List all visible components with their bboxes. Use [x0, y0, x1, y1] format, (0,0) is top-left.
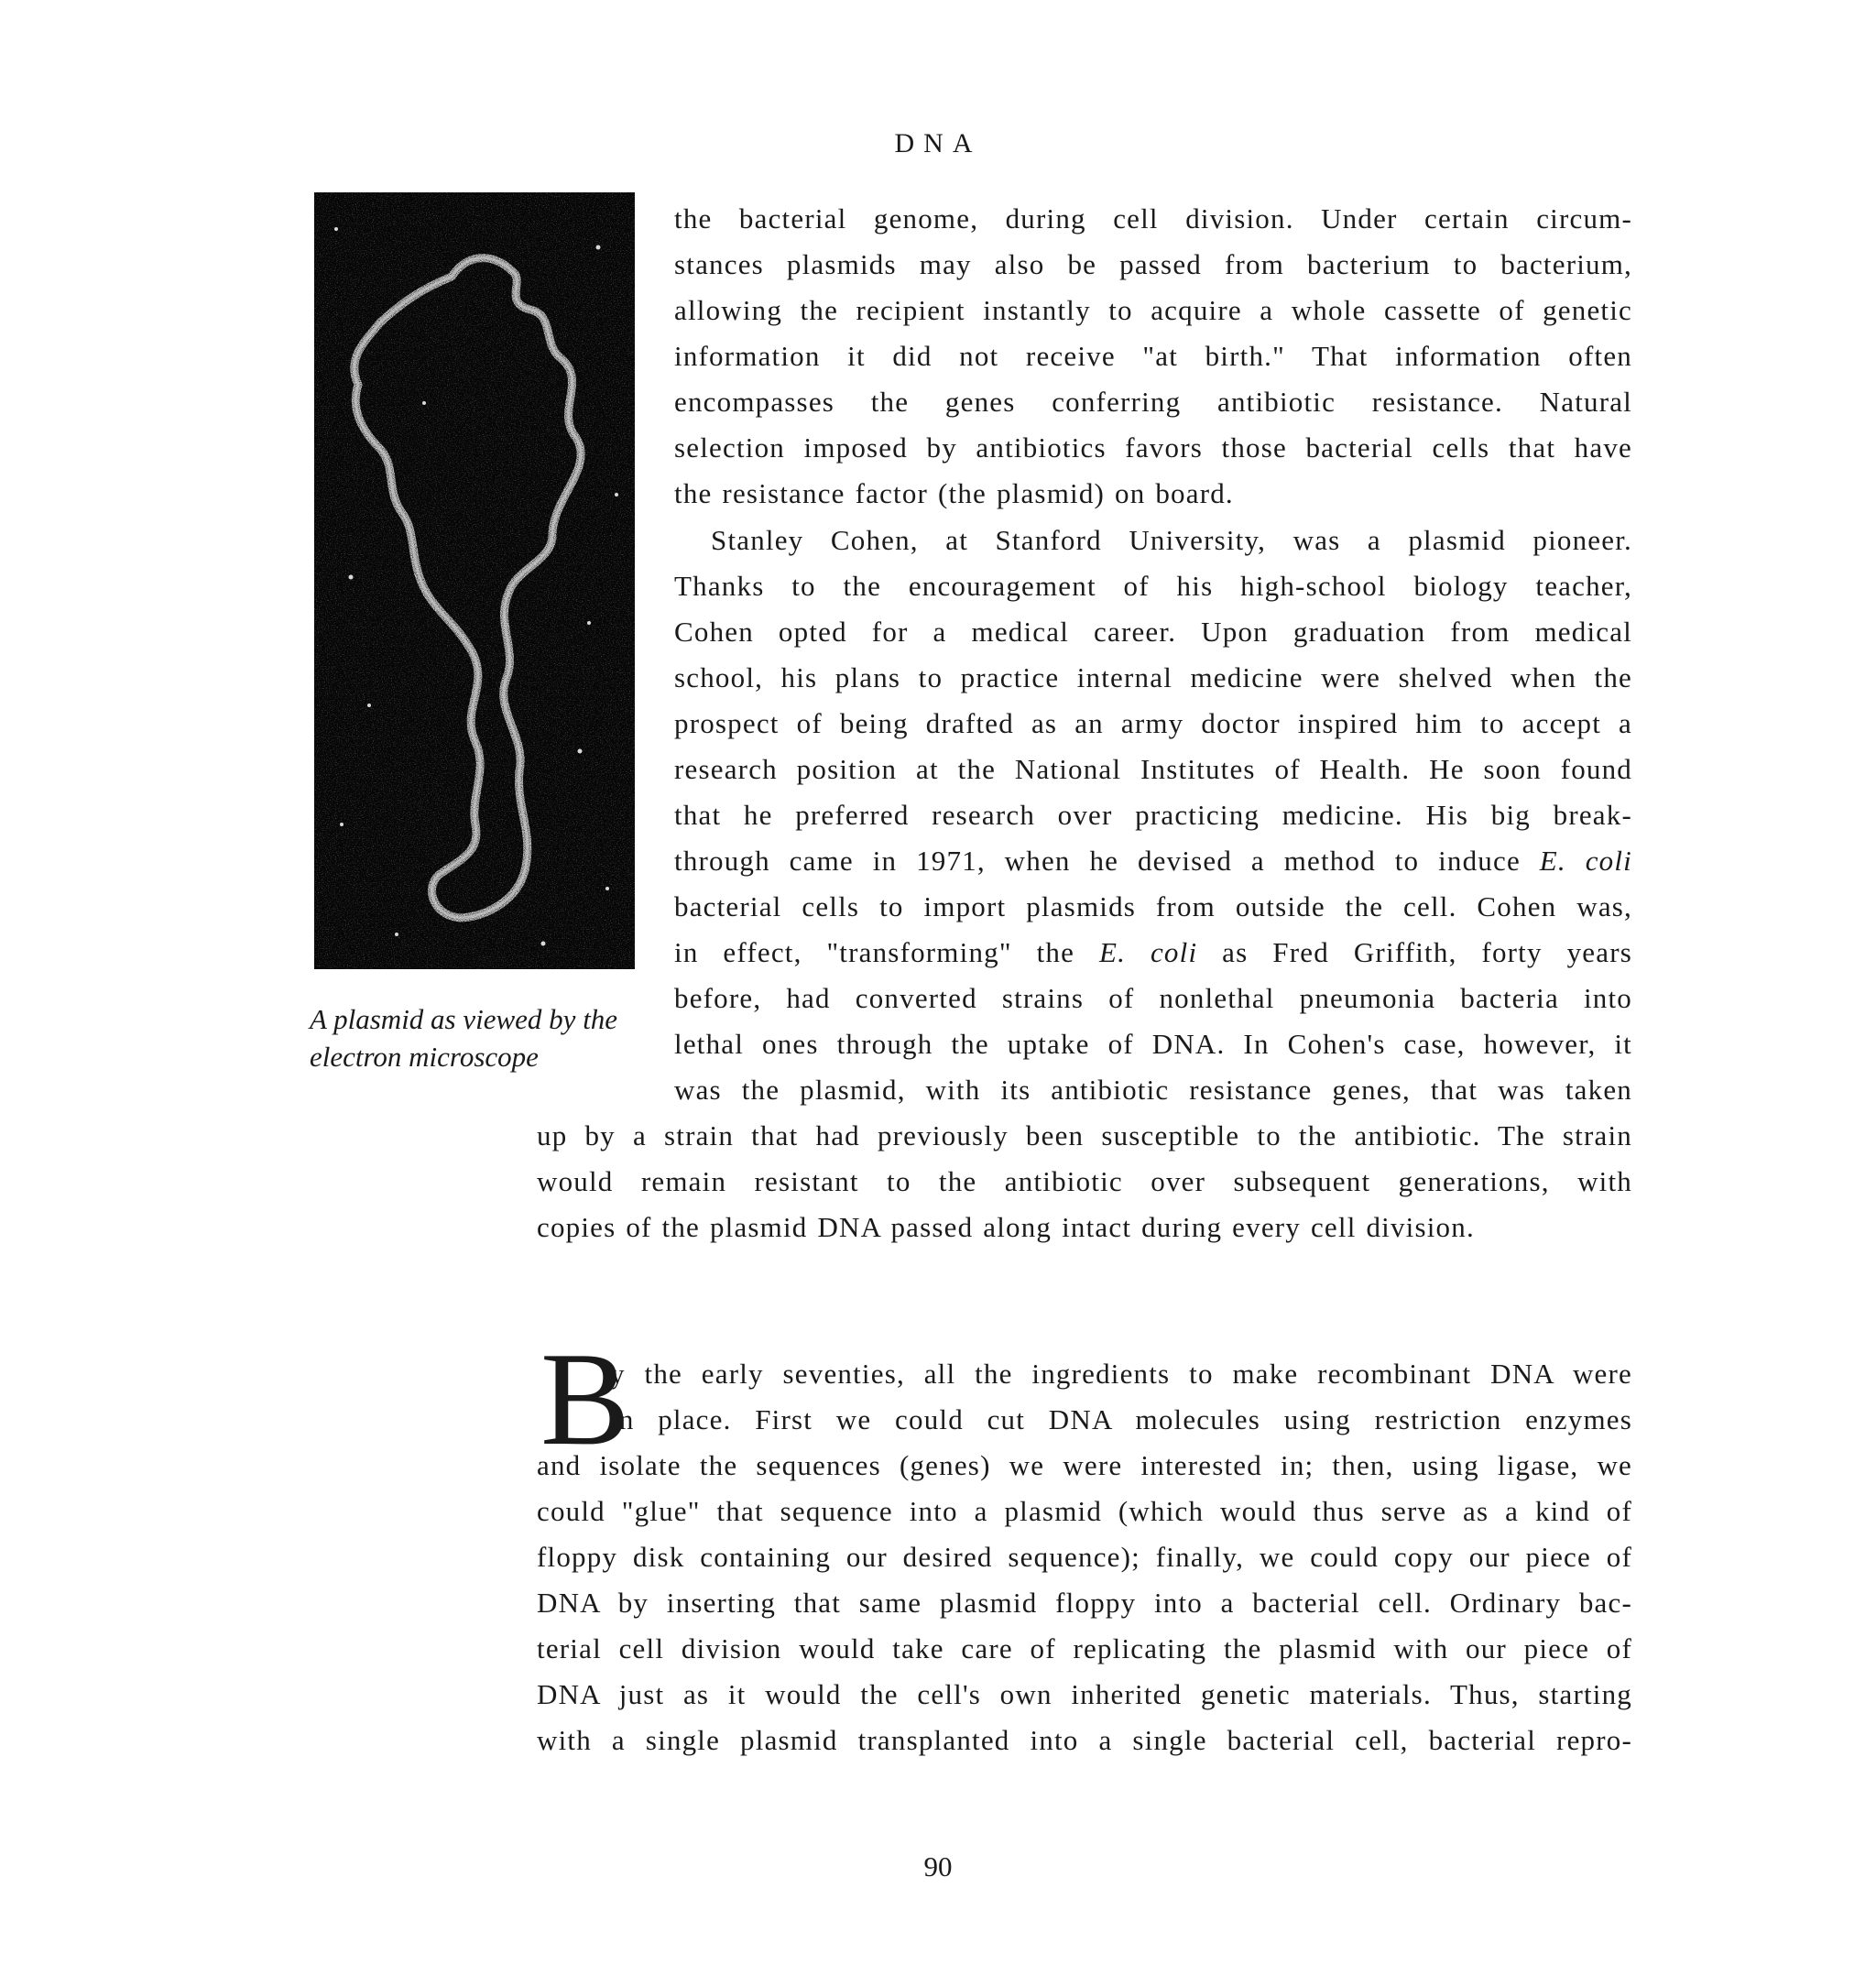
body-line: stances plasmids may also be passed from bacterium to bacterium,	[674, 248, 1632, 280]
plasmid-micrograph-image	[314, 192, 635, 969]
body-line: could "glue" that sequence into a plasmid (which would thus serve as a kind of	[537, 1495, 1632, 1527]
body-line: in place. First we could cut DNA molecules using restriction enzymes	[610, 1403, 1632, 1435]
page-number: 90	[923, 1850, 953, 1882]
body-line: Thanks to the encouragement of his high-school biology teacher,	[674, 570, 1632, 602]
body-line: through came in 1971, when he devised a method to induce E. coli	[674, 845, 1632, 877]
body-line: and isolate the sequences (genes) we were interested in; then, using ligase, we	[537, 1449, 1632, 1481]
running-head: DNA	[894, 128, 982, 158]
body-line: terial cell division would take care of replicating the plasmid with our piece of	[537, 1632, 1632, 1664]
body-line: the bacterial genome, during cell division. Under certain circum-	[674, 202, 1632, 235]
body-line: selection imposed by antibiotics favors those bacterial cells that have	[674, 431, 1632, 464]
body-line: allowing the recipient instantly to acquire a whole cassette of genetic	[674, 294, 1632, 326]
body-line: with a single plasmid transplanted into a single bacterial cell, bacterial repro-	[537, 1724, 1632, 1756]
body-line: prospect of being drafted as an army doctor inspired him to accept a	[674, 707, 1632, 739]
body-line: y the early seventies, all the ingredients to make recombinant DNA were	[610, 1358, 1632, 1390]
body-line: DNA just as it would the cell's own inherited genetic materials. Thus, starting	[537, 1678, 1632, 1710]
body-line: Cohen opted for a medical career. Upon graduation from medical	[674, 616, 1632, 648]
body-line: that he preferred research over practicing medicine. His big break-	[674, 799, 1632, 831]
body-line: DNA by inserting that same plasmid floppy into a bacterial cell. Ordinary bac-	[537, 1587, 1632, 1619]
body-line: in effect, "transforming" the E. coli as Fred Griffith, forty years	[674, 936, 1632, 968]
body-line: up by a strain that had previously been susceptible to the antibiotic. The strain	[537, 1119, 1632, 1151]
plasmid-micrograph	[314, 192, 635, 969]
figure-caption: A plasmid as viewed by the electron microscope	[310, 1003, 618, 1073]
body-line: the resistance factor (the plasmid) on board.	[674, 477, 1234, 509]
body-line: information it did not receive "at birth." That information often	[674, 340, 1632, 372]
body-line: would remain resistant to the antibiotic over subsequent generations, with	[537, 1165, 1632, 1197]
body-line: school, his plans to practice internal medicine were shelved when the	[674, 661, 1632, 693]
body-line: research position at the National Institutes of Health. He soon found	[674, 753, 1632, 785]
body-line: floppy disk containing our desired sequence); finally, we could copy our piece of	[537, 1541, 1632, 1573]
body-line: lethal ones through the uptake of DNA. In Cohen's case, however, it	[674, 1028, 1632, 1060]
body-line: encompasses the genes conferring antibiotic resistance. Natural	[674, 386, 1632, 418]
drop-cap: B	[540, 1325, 630, 1473]
body-line: copies of the plasmid DNA passed along intact during every cell division.	[537, 1211, 1475, 1243]
body-line: was the plasmid, with its antibiotic resistance genes, that was taken	[674, 1074, 1632, 1106]
body-line: Stanley Cohen, at Stanford University, was a plasmid pioneer.	[711, 524, 1632, 556]
body-line: bacterial cells to import plasmids from outside the cell. Cohen was,	[674, 890, 1632, 922]
body-line: before, had converted strains of nonlethal pneumonia bacteria into	[674, 982, 1632, 1014]
